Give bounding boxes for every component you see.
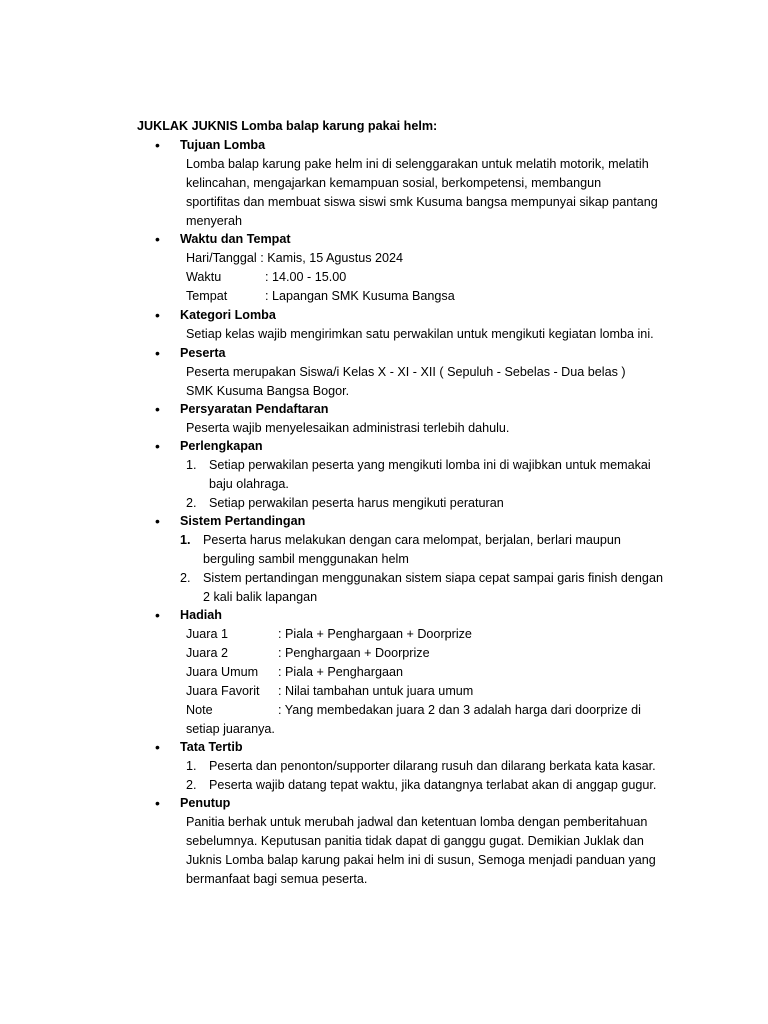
body-text-line: SMK Kusuma Bangsa Bogor. [186, 384, 350, 398]
section-heading: Sistem Pertandingan [180, 514, 306, 528]
section-heading: Tujuan Lomba [180, 138, 266, 152]
list-item-text: berguling sambil menggunakan helm [203, 552, 409, 566]
section-heading: Perlengkapan [180, 439, 263, 453]
body-text-line: Panitia berhak untuk merubah jadwal dan ketentuan lomba dengan pemberitahuan [186, 815, 648, 829]
list-item-text: Setiap perwakilan peserta harus mengikuti peraturan [209, 496, 504, 510]
bullet-icon: • [155, 137, 160, 153]
prize-label: Juara 1 [186, 627, 229, 641]
list-number: 1. [186, 458, 197, 472]
bullet-icon: • [155, 345, 160, 361]
prize-value: : Piala + Penghargaan + Doorprize [278, 627, 472, 641]
list-number: 1. [186, 759, 197, 773]
bullet-icon: • [155, 438, 160, 454]
list-item-text: Setiap perwakilan peserta yang mengikuti lomba ini di wajibkan untuk memakai [209, 458, 651, 472]
section-heading: Penutup [180, 796, 231, 810]
list-number: 2. [180, 571, 191, 585]
prize-value: : Piala + Penghargaan [278, 665, 403, 679]
section-heading: Waktu dan Tempat [180, 232, 291, 246]
body-text-line: sportifitas dan membuat siswa siswi smk Kusuma bangsa mempunyai sikap pantang [186, 195, 658, 209]
bullet-icon: • [155, 607, 160, 623]
tempat-label: Tempat [186, 289, 228, 303]
bullet-icon: • [155, 739, 160, 755]
prize-value: : Penghargaan + Doorprize [278, 646, 430, 660]
list-item-text: Peserta dan penonton/supporter dilarang rusuh dan dilarang berkata kata kasar. [209, 759, 656, 773]
list-item-text: Sistem pertandingan menggunakan sistem siapa cepat sampai garis finish dengan [203, 571, 663, 585]
list-item-text: 2 kali balik lapangan [203, 590, 318, 604]
body-text-line: Peserta merupakan Siswa/i Kelas X - XI - XII ( Sepuluh - Sebelas - Dua belas ) [186, 365, 626, 379]
hari-tanggal-line: Hari/Tanggal : Kamis, 15 Agustus 2024 [186, 251, 404, 265]
body-text-line: bermanfaat bagi semua peserta. [186, 872, 368, 886]
bullet-icon: • [155, 231, 160, 247]
tempat-value: : Lapangan SMK Kusuma Bangsa [265, 289, 455, 303]
waktu-value: : 14.00 - 15.00 [265, 270, 347, 284]
body-text-line: Lomba balap karung pake helm ini di selenggarakan untuk melatih motorik, melatih [186, 157, 649, 171]
list-item-text: Peserta wajib datang tepat waktu, jika datangnya terlabat akan di anggap gugur. [209, 778, 657, 792]
waktu-label: Waktu [186, 270, 222, 284]
bullet-icon: • [155, 401, 160, 417]
section-heading: Tata Tertib [180, 740, 243, 754]
body-text-line: sebelumnya. Keputusan panitia tidak dapat di ganggu gugat. Demikian Juklak dan [186, 834, 644, 848]
section-heading: Peserta [180, 346, 226, 360]
section-heading: Persyaratan Pendaftaran [180, 402, 329, 416]
list-number: 2. [186, 496, 197, 510]
note-value: : Yang membedakan juara 2 dan 3 adalah harga dari doorprize di [278, 703, 641, 717]
list-item-text: Peserta harus melakukan dengan cara melompat, berjalan, berlari maupun [203, 533, 621, 547]
body-text-line: Peserta wajib menyelesaikan administrasi terlebih dahulu. [186, 421, 510, 435]
bullet-icon: • [155, 795, 160, 811]
note-label: Note [186, 703, 213, 717]
body-text-line: kelincahan, mengajarkan kemampuan sosial, berkompetensi, membangun [186, 176, 602, 190]
body-text-line: Setiap kelas wajib mengirimkan satu perwakilan untuk mengikuti kegiatan lomba ini. [186, 327, 654, 341]
section-heading: Kategori Lomba [180, 308, 276, 322]
list-number: 2. [186, 778, 197, 792]
bullet-icon: • [155, 307, 160, 323]
body-text-line: menyerah [186, 214, 243, 228]
prize-label: Juara 2 [186, 646, 229, 660]
list-number: 1. [180, 533, 191, 547]
prize-label: Juara Favorit [186, 684, 260, 698]
prize-value: : Nilai tambahan untuk juara umum [278, 684, 474, 698]
note-continuation: setiap juaranya. [186, 722, 275, 736]
body-text-line: Juknis Lomba balap karung pakai helm ini di susun, Semoga menjadi panduan yang [186, 853, 656, 867]
bullet-icon: • [155, 513, 160, 529]
list-item-text: baju olahraga. [209, 477, 289, 491]
document-title: JUKLAK JUKNIS Lomba balap karung pakai helm: [137, 119, 438, 133]
prize-label: Juara Umum [186, 665, 259, 679]
section-heading: Hadiah [180, 608, 222, 622]
